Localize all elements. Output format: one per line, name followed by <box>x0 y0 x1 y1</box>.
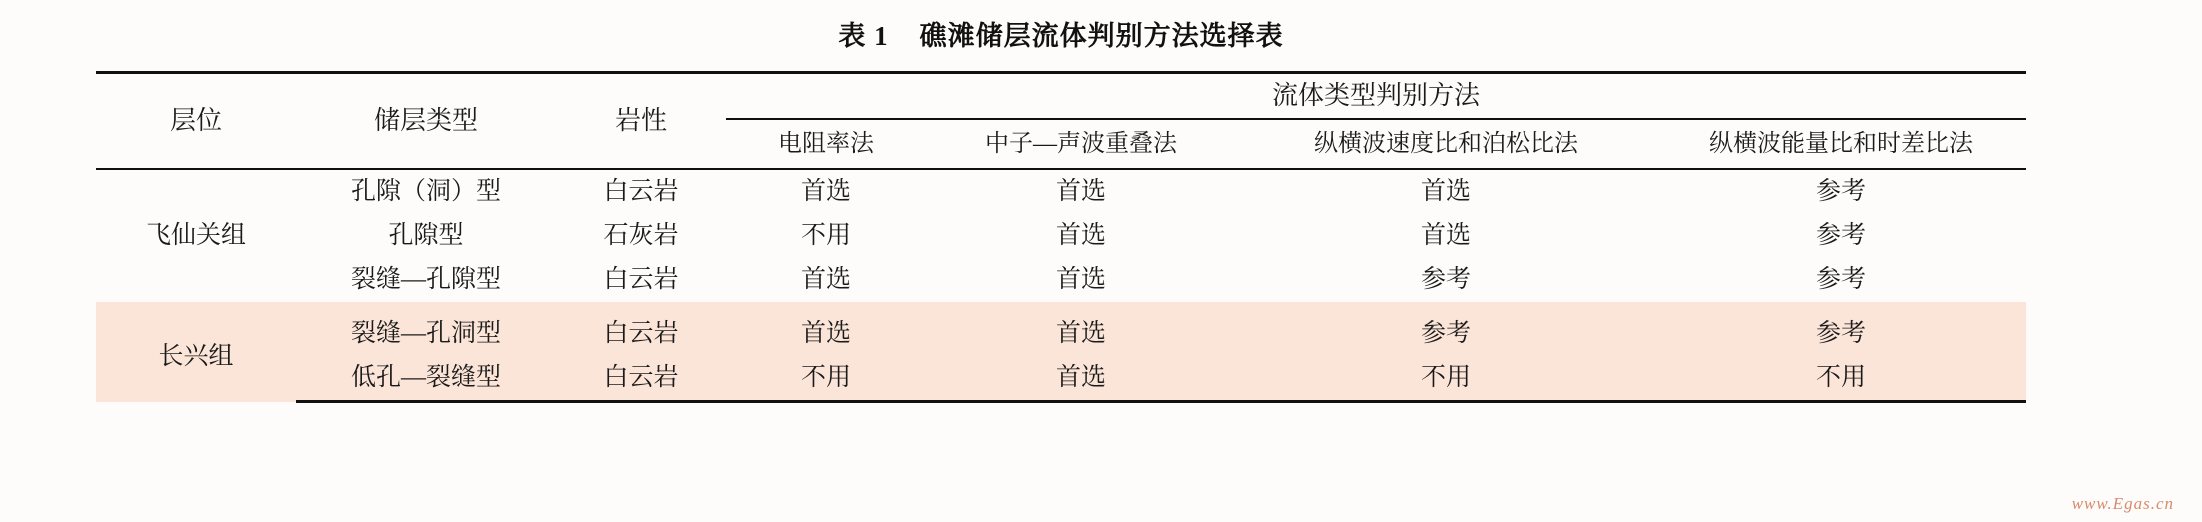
cell-method-2: 首选 <box>926 169 1236 214</box>
table-row <box>96 258 2026 302</box>
cell-method-1: 不用 <box>726 356 926 402</box>
cell-method-2: 首选 <box>1055 266 1106 293</box>
cell-reservoir-type: 孔隙型 <box>388 222 464 249</box>
header-method-3: 纵横波速度比和泊松比法 <box>1314 131 1578 157</box>
cell-method-4: 不用 <box>1656 356 2026 402</box>
table-row <box>96 214 2026 258</box>
spacer-cell <box>96 302 296 312</box>
cell-reservoir-type: 裂缝—孔隙型 <box>350 266 501 293</box>
spacer-cell <box>296 302 556 312</box>
table-row-spacer <box>96 302 2026 312</box>
spacer-cell <box>556 302 726 312</box>
header-group-methods: 流体类型判别方法 <box>726 73 2026 120</box>
caption-title: 礁滩储层流体判别方法选择表 <box>919 21 1284 51</box>
cell-method-4: 参考 <box>1816 266 1867 293</box>
cell-method-3: 参考 <box>1236 312 1656 356</box>
header-method-2: 中子—声波重叠法 <box>985 131 1177 157</box>
cell-method-1: 不用 <box>800 222 851 249</box>
spacer-cell <box>926 302 1236 312</box>
cell-layer-group-1: 飞仙关组 <box>96 169 296 302</box>
cell-reservoir-type: 低孔—裂缝型 <box>296 356 556 402</box>
spacer-cell <box>726 302 926 312</box>
header-reservoir-type: 储层类型 <box>296 73 556 170</box>
cell-lithology: 白云岩 <box>603 266 679 293</box>
header-method-4: 纵横波能量比和时差比法 <box>1709 131 1973 157</box>
table-row <box>96 312 2026 356</box>
cell-method-2: 首选 <box>1055 222 1106 249</box>
cell-method-3: 首选 <box>1420 222 1471 249</box>
cell-layer-group-2: 长兴组 <box>96 312 296 402</box>
cell-method-3: 不用 <box>1236 356 1656 402</box>
table-row <box>96 356 2026 402</box>
cell-method-4: 参考 <box>1816 222 1867 249</box>
table-container <box>96 14 2026 403</box>
cell-method-4: 参考 <box>1656 169 2026 214</box>
header-lithology: 岩性 <box>556 73 726 170</box>
caption-label: 表 1 <box>838 21 889 51</box>
fluid-discrimination-table <box>96 71 2026 403</box>
cell-method-4: 参考 <box>1656 312 2026 356</box>
cell-method-1: 首选 <box>726 169 926 214</box>
watermark-text: www.Egas.cn <box>2071 494 2174 513</box>
cell-lithology: 白云岩 <box>556 356 726 402</box>
spacer-cell <box>1236 302 1656 312</box>
cell-method-1: 首选 <box>800 266 851 293</box>
table-header-row-1 <box>96 73 2026 120</box>
cell-method-3: 首选 <box>1236 169 1656 214</box>
header-method-1: 电阻率法 <box>778 131 874 157</box>
table-caption <box>96 14 2026 71</box>
cell-reservoir-type: 裂缝—孔洞型 <box>296 312 556 356</box>
cell-lithology: 白云岩 <box>556 312 726 356</box>
cell-reservoir-type: 孔隙（洞）型 <box>296 169 556 214</box>
header-layer: 层位 <box>96 73 296 170</box>
cell-method-3: 参考 <box>1420 266 1471 293</box>
table-row <box>96 169 2026 214</box>
spacer-cell <box>1656 302 2026 312</box>
cell-method-2: 首选 <box>926 356 1236 402</box>
cell-method-1: 首选 <box>726 312 926 356</box>
cell-method-2: 首选 <box>926 312 1236 356</box>
cell-lithology: 石灰岩 <box>603 222 679 249</box>
cell-lithology: 白云岩 <box>556 169 726 214</box>
